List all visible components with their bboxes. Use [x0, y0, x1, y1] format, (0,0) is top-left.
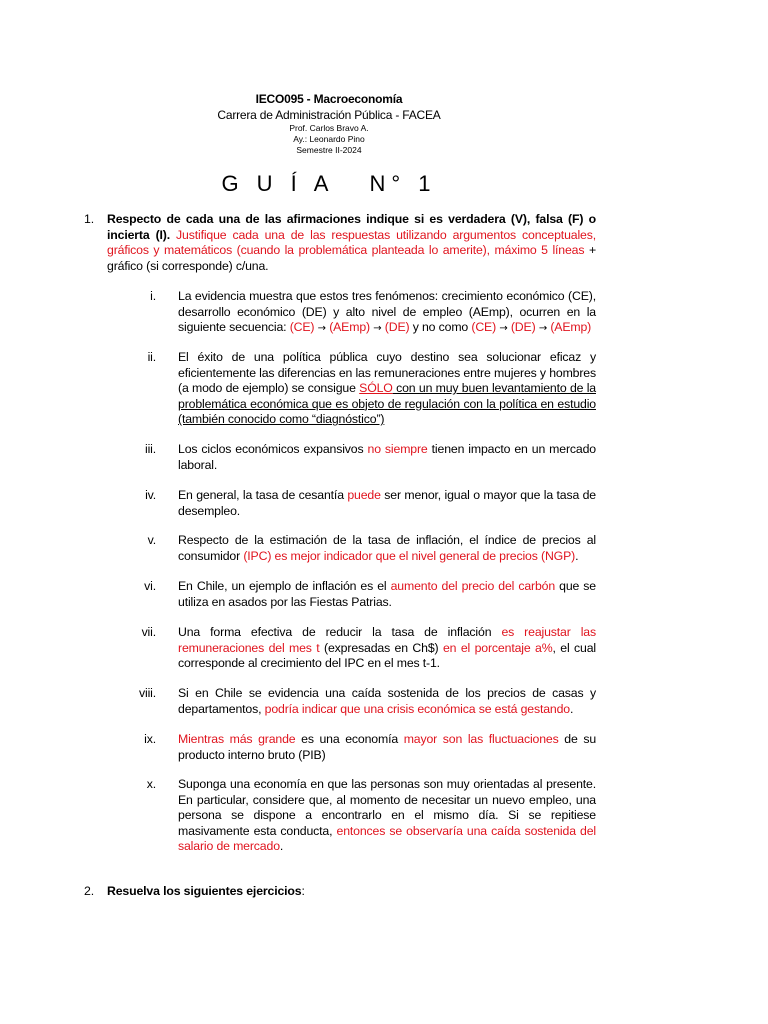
- arrow-right-icon: →: [317, 323, 326, 335]
- roman-numeral: i.: [150, 289, 156, 303]
- statement-iv: [145, 488, 596, 519]
- roman-numeral: ix.: [144, 732, 156, 746]
- roman-numeral: vi.: [144, 579, 156, 593]
- career-name: Carrera de Administración Pública - FACEA: [217, 108, 441, 122]
- question-instruction: Respecto de cada una de las afirmaciones indique si es verdadera (V), falsa (F) o incierta (I).: [107, 212, 596, 242]
- arrow-right-icon: →: [373, 323, 382, 335]
- roman-numeral: vii.: [141, 625, 156, 639]
- assistant: Ay.: Leonardo Pino: [293, 134, 365, 144]
- highlight: (CE): [471, 320, 497, 335]
- statement-text: El éxito de una política pública cuyo destino sea solucionar eficaz y eficientemente las diferencias en las remuneraciones entre mujeres y hombres (a modo de ejemplo) se consigue: [178, 350, 596, 396]
- statement-text: .: [575, 548, 579, 563]
- highlight: (AEmp): [550, 320, 592, 335]
- statement-text: La evidencia muestra que estos tres fenómenos: crecimiento económico (CE), desarrollo económico (DE) y alto nivel de empleo (AEmp), ocurren en la siguiente secuencia:: [178, 289, 596, 335]
- statement-text: de su producto interno bruto (PIB): [178, 732, 597, 762]
- statement-text: En general, la tasa de cesantía: [178, 488, 348, 502]
- highlight: entonces se observaría una caída sostenida del salario de mercado: [178, 823, 596, 854]
- highlight: (CE): [289, 320, 315, 335]
- highlight: podría indicar que una crisis económica se está gestando: [264, 701, 570, 716]
- highlight: no siempre: [367, 442, 428, 456]
- course-title: IECO095 - Macroeconomía: [255, 92, 403, 106]
- professor: Prof. Carlos Bravo A.: [289, 123, 369, 133]
- statement-ix: [144, 732, 597, 763]
- roman-numeral: viii.: [138, 686, 156, 700]
- statement-text: .: [569, 701, 574, 716]
- statement-text: Una forma efectiva de reducir la tasa de inflación: [178, 625, 502, 639]
- statement-text: Respecto de la estimación de la tasa de inflación, el índice de precios al consumidor: [178, 533, 596, 563]
- statement-ii: [147, 350, 596, 428]
- highlight: es reajustar las remuneraciones del mes t: [178, 625, 596, 655]
- highlight: aumento del precio del carbón: [390, 579, 556, 593]
- statement-vi: [144, 579, 596, 610]
- semester: Semestre II-2024: [296, 145, 362, 155]
- statement-text: Si en Chile se evidencia una caída sostenida de los precios de casas y departamentos,: [178, 686, 596, 716]
- highlight: (DE): [384, 320, 410, 335]
- statement-text: .: [279, 839, 284, 854]
- roman-numeral: v.: [147, 533, 156, 547]
- statement-vii: [141, 625, 596, 672]
- question-justification: Justifique cada una de las respuestas utilizando argumentos conceptuales, gráficos y matemáticos (cuando la problemática planteada lo amerite), máximo 5 líneas: [107, 227, 596, 258]
- statement-v: [147, 533, 596, 564]
- arrow-right-icon: →: [538, 323, 548, 335]
- question-2: [84, 884, 596, 900]
- statement-text: (expresadas en Ch$): [319, 640, 443, 655]
- roman-numeral: iv.: [145, 488, 156, 502]
- roman-numeral: x.: [146, 777, 156, 791]
- statement-viii: [138, 686, 596, 717]
- highlight: (IPC) es mejor indicador que el nivel general de precios (NGP): [243, 548, 576, 563]
- roman-numeral: ii.: [147, 350, 156, 364]
- statement-text: Los ciclos económicos expansivos: [178, 442, 368, 456]
- question-tail: + gráfico (si corresponde) c/una.: [107, 243, 596, 273]
- underlined-text: con un muy buen levantamiento de la problemática económica que es objeto de regulación con la política en estudio (también conocido como “diagnóstico”): [178, 381, 596, 427]
- statement-text: En Chile, un ejemplo de inflación es el: [178, 579, 391, 593]
- question-instruction: Resuelva los siguientes ejercicios: [107, 884, 302, 898]
- highlight: Mientras más grande: [178, 732, 296, 746]
- question-tail: :: [301, 884, 305, 898]
- statement-x: [146, 777, 596, 855]
- statement-text: y no como: [409, 320, 472, 335]
- arrow-right-icon: →: [499, 323, 508, 335]
- statement-i: [150, 289, 596, 337]
- statement-text: Suponga una economía en que las personas son muy orientadas al presente. En particular, considere que, al momento de necesitar un nuevo empleo, una persona se dispone a encontrarlo en el mismo día. Si se repitiese masivamente esta conducta,: [178, 777, 596, 838]
- guide-title: G U Í A N° 1: [221, 171, 437, 196]
- highlight: mayor son las fluctuaciones: [403, 732, 559, 746]
- highlight: (AEmp): [329, 320, 370, 335]
- highlight: puede: [347, 488, 381, 502]
- statement-text: que se utiliza en asados por las Fiestas Patrias.: [178, 579, 596, 609]
- statement-text: ser menor, igual o mayor que la tasa de desempleo.: [178, 488, 596, 518]
- statement-text: tienen impacto en un mercado laboral.: [178, 442, 596, 472]
- highlight: en el porcentaje a%: [442, 640, 553, 655]
- statement-iii: [144, 442, 596, 473]
- question-number: 2.: [84, 884, 94, 898]
- statement-text: , el cual corresponde al crecimiento del IPC en el mes t-1.: [178, 640, 596, 671]
- highlight: SÓLO: [359, 381, 393, 396]
- statement-text: es una economía: [295, 732, 404, 746]
- highlight: (DE): [510, 320, 536, 335]
- roman-numeral: iii.: [144, 442, 156, 456]
- question-number: 1.: [84, 212, 94, 226]
- question-1: [84, 212, 596, 274]
